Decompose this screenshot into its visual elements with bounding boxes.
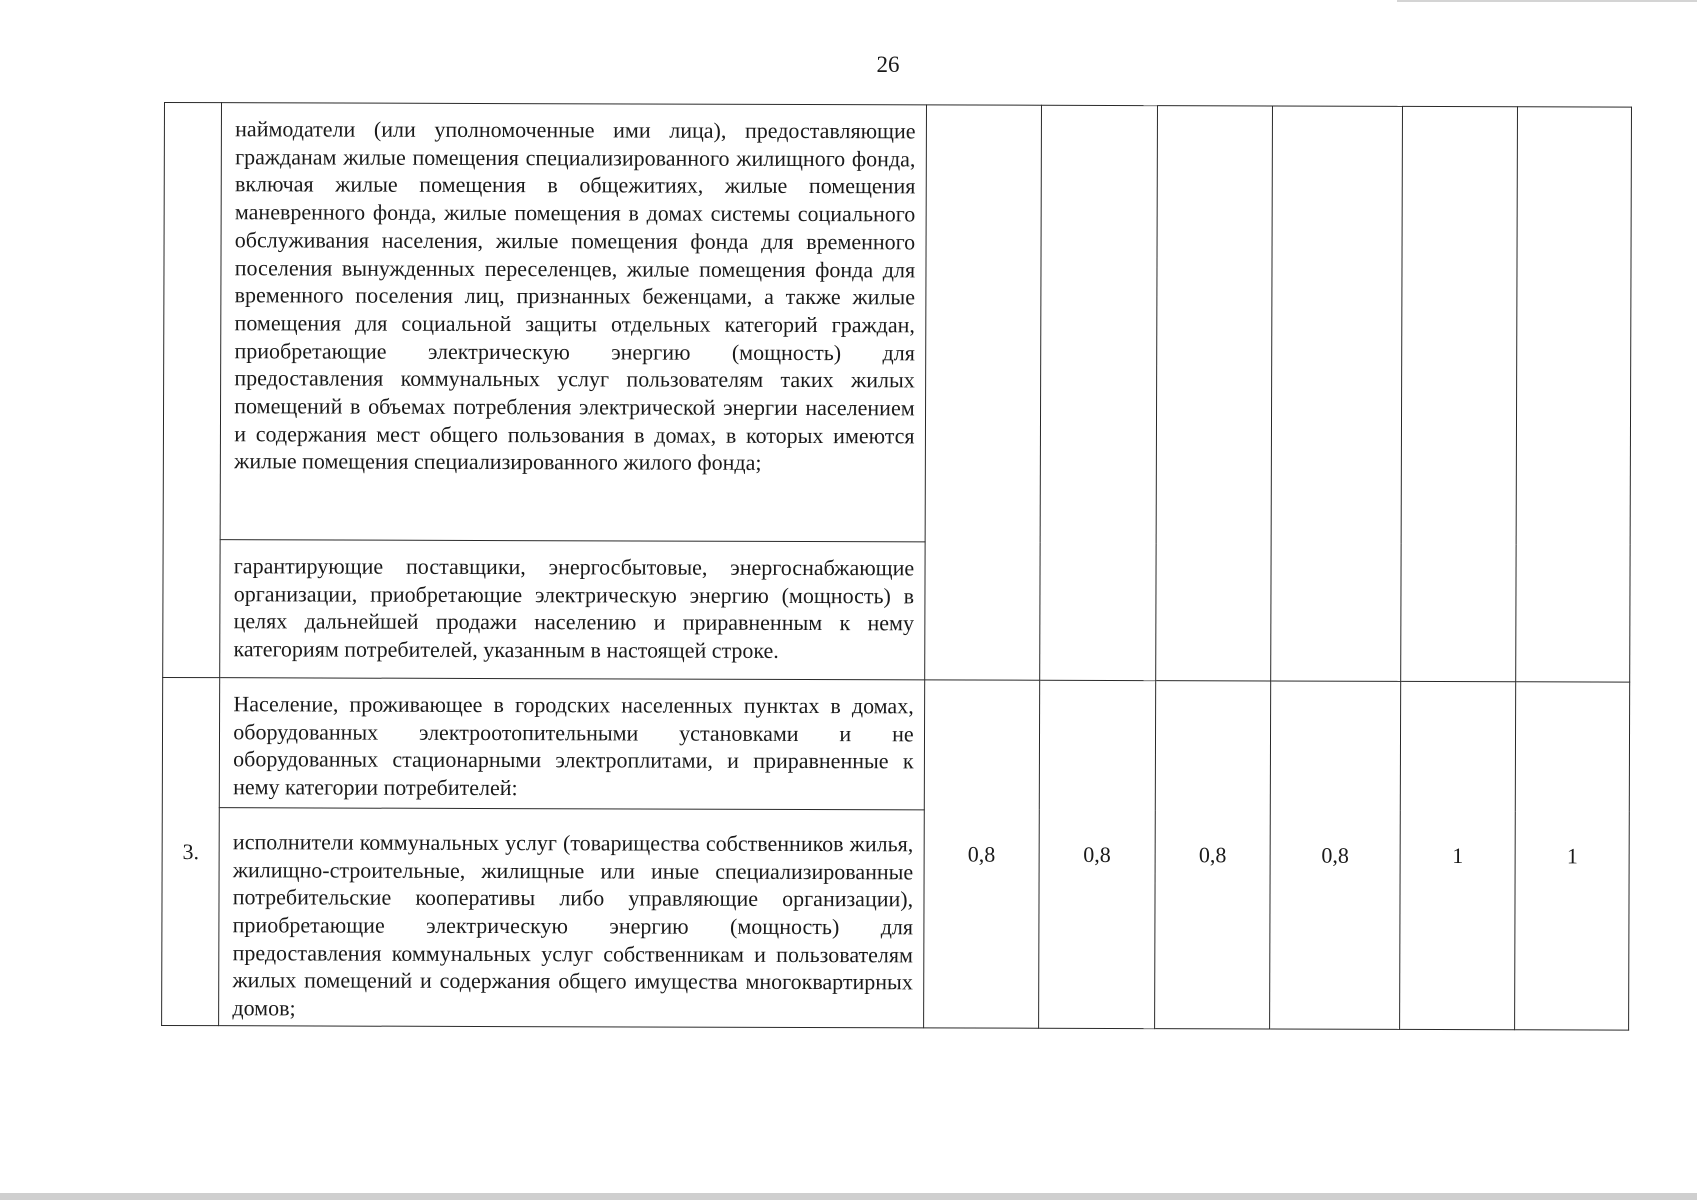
category-description-utility-providers: исполнители коммунальных услуг (товарищества собственников жилья, жилищно-строительные, жилищные или иные специализированные потребительские кооперативы либо управляющие организации), приобретающие электрическую энергию (мощность) для предоставления коммунальных услуг собственникам и пользователям жилых помещений и содержания общего имущества многоквартирных домов; <box>219 807 924 1027</box>
value-cell: 0,8 <box>1039 680 1156 1028</box>
scan-edge-bottom <box>0 1193 1697 1200</box>
tariff-table <box>161 102 1632 1030</box>
value-cell: 1 <box>1515 682 1630 1030</box>
value-cell-empty-2 <box>1040 105 1157 680</box>
value-cell: 0,8 <box>923 680 1040 1028</box>
value-cell-empty-4 <box>1271 106 1402 681</box>
row-number-cell <box>163 103 222 678</box>
value-cell-empty-5 <box>1401 106 1518 681</box>
value-cell-empty-3 <box>1155 106 1272 681</box>
value-cell-empty-1 <box>924 105 1041 680</box>
value-cell: 0,8 <box>1270 681 1401 1029</box>
scan-edge-top <box>1397 0 1697 2</box>
category-description-population: Население, проживающее в городских населенных пунктах в домах, оборудованных электроотопительными установками и не оборудованных стационарными электроплитами, и приравненные к нему категории потребителей: <box>220 678 925 810</box>
page-number: 26 <box>876 52 900 77</box>
category-description-landlords: наймодатели (или уполномоченные ими лица), предоставляющие гражданам жилые помещения специализированного жилищного фонда, включая жилые помещения в общежитиях, жилые помещения маневренного фонда, жилые помещения в домах системы социального обслуживания населения, жилые помещения фонда для временного поселения вынужденных переселенцев, жилые помещения фонда для временного поселения лиц, признанных беженцами, а также жилые помещения для социальной защиты отдельных категорий граждан, приобретающие электрическую энергию (мощность) для предоставления коммунальных услуг пользователям таких жилых помещений в объемах потребления электрической энергии населением и содержания мест общего пользования в домах, в которых имеются жилые помещения специализированного жилого фонда; <box>220 103 926 542</box>
category-description-suppliers: гарантирующие поставщики, энергосбытовые, энергоснабжающие организации, приобретающие электрическую энергию (мощность) в целях дальнейшей продажи населению и приравненным к нему категориям потребителей, указанным в настоящей строке. <box>220 540 925 680</box>
value-cell: 1 <box>1399 681 1516 1029</box>
value-cell-empty-6 <box>1516 107 1631 682</box>
value-cell: 0,8 <box>1154 681 1271 1029</box>
table-row-3-header <box>162 677 1629 811</box>
table-row-continuation-1 <box>163 103 1631 545</box>
row-number-cell: 3. <box>162 677 220 1025</box>
